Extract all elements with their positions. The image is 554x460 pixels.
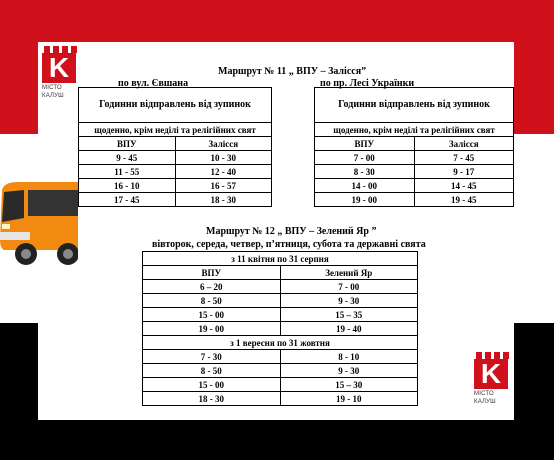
table-cell: 19 - 40 (280, 322, 418, 336)
bus-icon (0, 178, 78, 270)
route11-right-street: по пр. Лесі Українки (320, 78, 415, 89)
table-cell: 15 - 00 (143, 308, 281, 322)
city-logo-bottom (474, 352, 512, 405)
column-header: Залісся (414, 137, 514, 151)
days-note: щоденно, крім неділі та релігійних свят (315, 123, 514, 137)
route12-days: вівторок, середа, четвер, п’ятниця, субота та державні свята (152, 239, 426, 250)
route11-left-street: по вул. Євшана (118, 78, 189, 89)
table-cell: 15 - 00 (143, 378, 281, 392)
table-cell: 15 – 35 (280, 308, 418, 322)
logo-caption-1: МІСТО (42, 85, 62, 91)
table-header: Годинни відправлень від зупинок (79, 88, 272, 123)
table-cell: 18 - 30 (175, 193, 272, 207)
table-cell: 15 – 30 (280, 378, 418, 392)
table-cell: 7 - 00 (280, 280, 418, 294)
table-cell: 9 - 30 (280, 364, 418, 378)
route12-title: Маршрут № 12 „ ВПУ – Зелений Яр ” (206, 226, 377, 237)
table-cell: 8 - 50 (143, 294, 281, 308)
table-cell: 8 - 50 (143, 364, 281, 378)
logo-letter: K (42, 53, 76, 83)
table-cell: 6 – 20 (143, 280, 281, 294)
route12-table (142, 251, 418, 406)
table-cell: 11 - 55 (79, 165, 176, 179)
table-cell: 16 - 10 (79, 179, 176, 193)
table-cell: 7 - 00 (315, 151, 415, 165)
table-cell: 19 - 45 (414, 193, 514, 207)
days-note: щоденно, крім неділі та релігійних свят (79, 123, 272, 137)
table-cell: 10 - 30 (175, 151, 272, 165)
table-cell: 19 - 10 (280, 392, 418, 406)
column-header: Зелений Яр (280, 266, 418, 280)
logo-letter: K (474, 359, 508, 389)
route11-title: Маршрут № 11 „ ВПУ – Залісся” (218, 66, 367, 77)
column-header: ВПУ (143, 266, 281, 280)
table-header: Годинни відправлень від зупинок (315, 88, 514, 123)
logo-caption-2: КАЛУШ (42, 93, 64, 99)
column-header: ВПУ (79, 137, 176, 151)
table-cell: 14 - 45 (414, 179, 514, 193)
period-header: з 11 квітня по 31 серпня (143, 252, 418, 266)
column-header: Залісся (175, 137, 272, 151)
column-header: ВПУ (315, 137, 415, 151)
period-header: з 1 вересня по 31 жовтня (143, 336, 418, 350)
table-cell: 9 - 17 (414, 165, 514, 179)
table-cell: 7 - 45 (414, 151, 514, 165)
table-cell: 9 - 45 (79, 151, 176, 165)
table-cell: 14 - 00 (315, 179, 415, 193)
table-cell: 17 - 45 (79, 193, 176, 207)
table-cell: 18 - 30 (143, 392, 281, 406)
city-logo-top (42, 46, 80, 99)
table-cell: 12 - 40 (175, 165, 272, 179)
table-cell: 19 - 00 (143, 322, 281, 336)
table-cell: 8 - 10 (280, 350, 418, 364)
table-cell: 16 - 57 (175, 179, 272, 193)
table-cell: 8 - 30 (315, 165, 415, 179)
route11-right-table (314, 87, 514, 207)
logo-caption-1: МІСТО (474, 391, 494, 397)
table-cell: 7 - 30 (143, 350, 281, 364)
table-cell: 9 - 30 (280, 294, 418, 308)
table-cell: 19 - 00 (315, 193, 415, 207)
logo-caption-2: КАЛУШ (474, 399, 496, 405)
route11-left-table (78, 87, 272, 207)
